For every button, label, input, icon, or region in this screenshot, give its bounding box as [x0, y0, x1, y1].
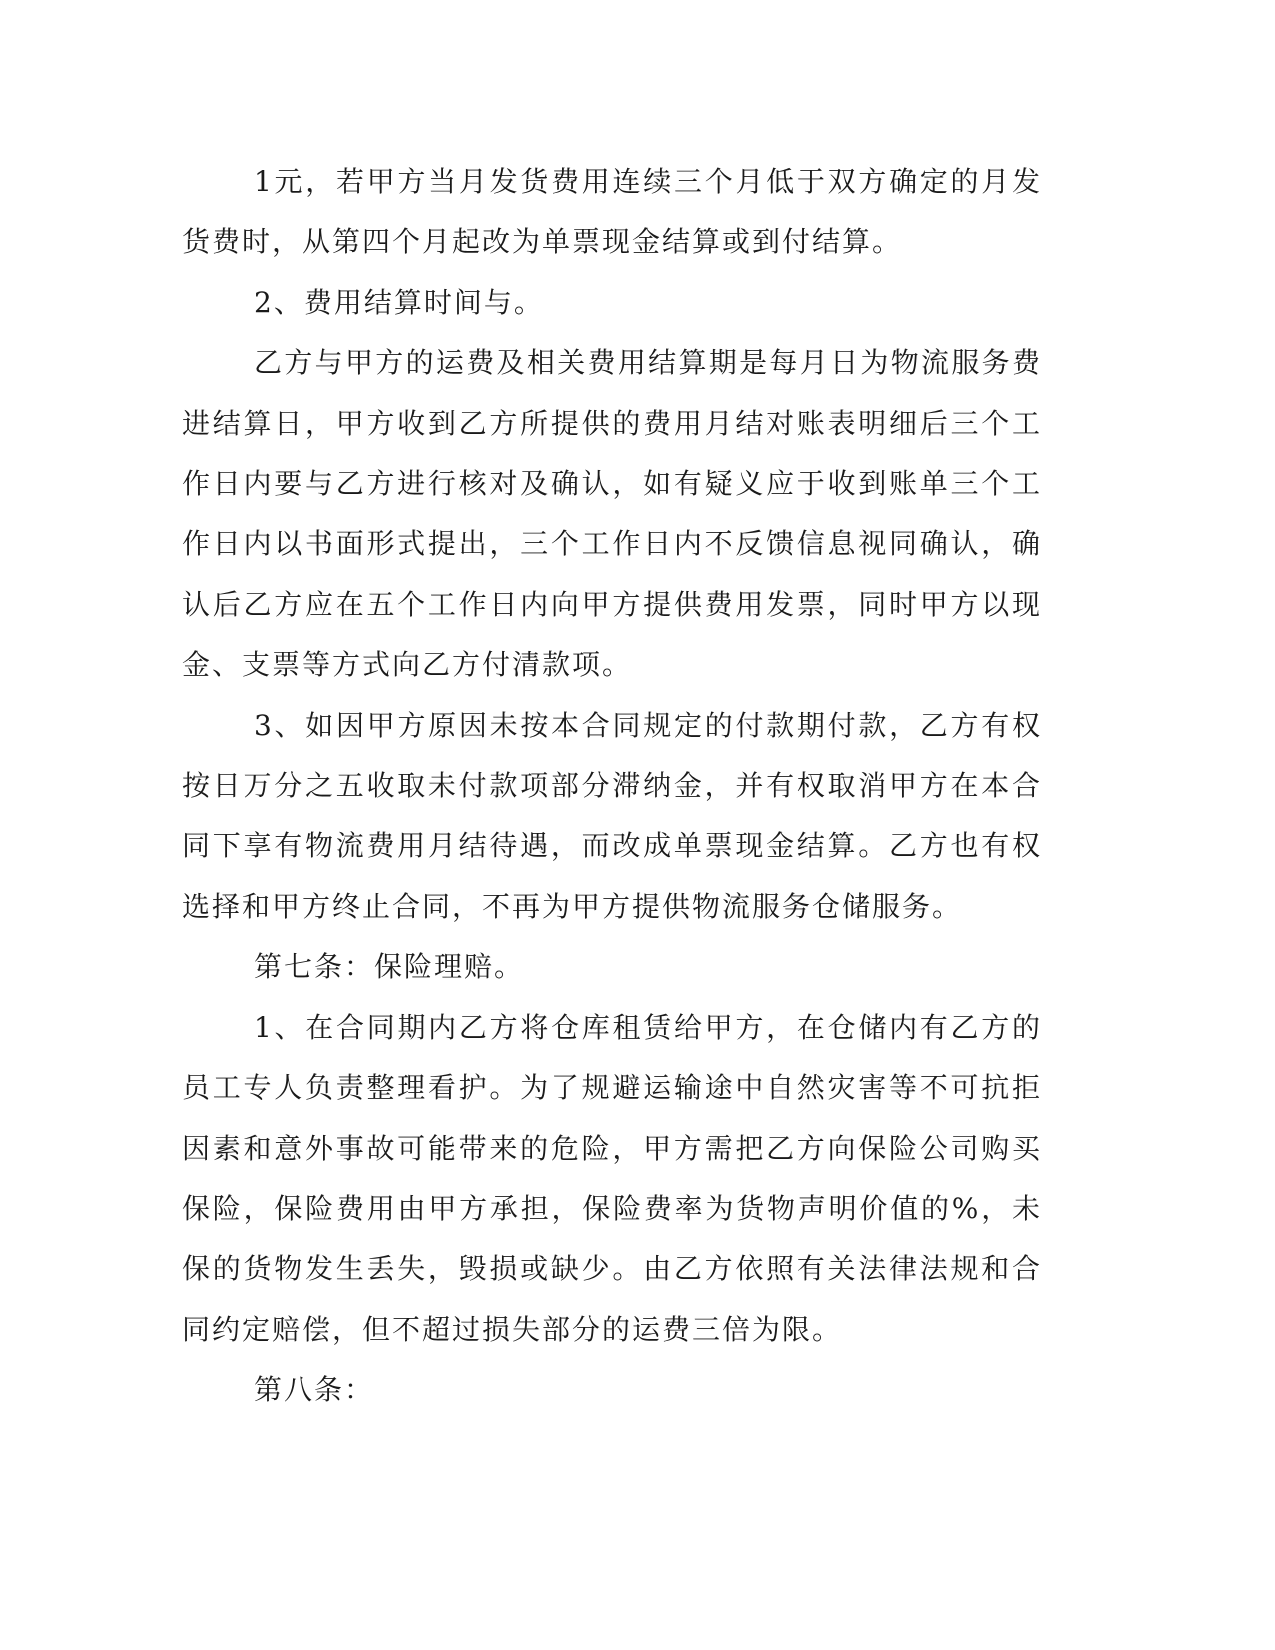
- article-eight-heading: 第八条：: [254, 1373, 375, 1407]
- paragraph-settlement-time-heading: 2、费用结算时间与。: [254, 285, 544, 319]
- paragraph-insurance-claims: 1、在合同期内乙方将仓库租赁给甲方，在仓储内有乙方的员工专人负责整理看护。为了规避运输途中自然灾害等不可抗拒因素和意外事故可能带来的危险，甲方需把乙方向保险公司购买保险，保险费用由甲方承担，保险费率为货物声明价值的%，未保的货物发生丢失，毁损或缺少。由乙方依照有关法律法规和合同约定赔偿，但不超过损失部分的运费三倍为限。: [182, 1010, 1042, 1346]
- document-body: [182, 152, 1042, 1421]
- paragraph-settlement-terms: 1元，若甲方当月发货费用连续三个月低于双方确定的月发货费时，从第四个月起改为单票现金结算或到付结算。: [182, 165, 1042, 259]
- paragraph-settlement-period: 乙方与甲方的运费及相关费用结算期是每月日为物流服务费进结算日，甲方收到乙方所提供的费用月结对账表明细后三个工作日内要与乙方进行核对及确认，如有疑义应于收到账单三个工作日内以书面形式提出，三个工作日内不反馈信息视同确认，确认后乙方应在五个工作日内向甲方提供费用发票，同时甲方以现金、支票等方式向乙方付清款项。: [182, 346, 1042, 682]
- article-seven-heading: 第七条：保险理赔。: [254, 950, 525, 984]
- paragraph-late-payment: 3、如因甲方原因未按本合同规定的付款期付款，乙方有权按日万分之五收取未付款项部分滞纳金，并有权取消甲方在本合同下享有物流费用月结待遇，而改成单票现金结算。乙方也有权选择和甲方终止合同，不再为甲方提供物流服务仓储服务。: [182, 708, 1042, 923]
